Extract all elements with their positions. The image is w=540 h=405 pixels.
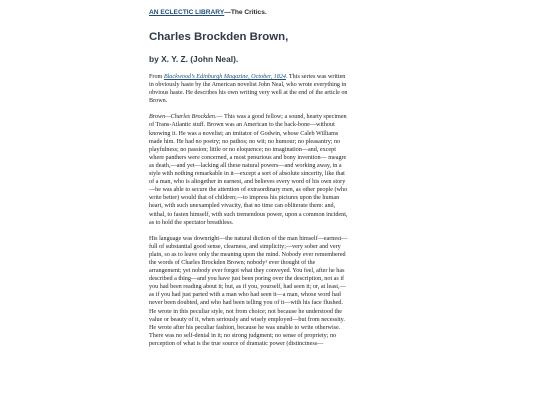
paragraph-line: as if you had just parted with a man who had seen it—a man, whose word had [149, 292, 341, 299]
paragraph-line [149, 113, 391, 121]
page-title: Charles Brockden Brown, [149, 31, 289, 43]
paragraph-line: He wrote in this peculiar style, not from choice; not because he understood the [149, 308, 343, 315]
paragraph-line: There was no self-denial in it; no strong judgment; no sense of propriety; no [149, 332, 337, 339]
paragraph-line: you had been reading about it; but, as if you, yourself, had seen it; or, at least,— [149, 284, 346, 291]
paragraph-line: of Trans-Atlantic stuff. Brown was an American to the back-bone—without [149, 122, 335, 129]
intro-prefix: From [149, 74, 164, 80]
paragraph-line: style with nothing remarkable in it—except a sort of absolute sincerity, like that [149, 171, 345, 178]
body-paragraph-2 [149, 235, 391, 348]
lead-phrase: Brown—Charles Brockden. [149, 114, 217, 121]
paragraph-line: as to hold the spectator breathless. [149, 219, 234, 226]
source-link[interactable]: Blackwood’s Edinburgh Magazine, October, 1824 [163, 74, 286, 80]
intro-line: in obviously haste by the American novelist John Neal, who wrote everything in [149, 82, 347, 89]
paragraph-text: — This was a good fellow; a sound, hearty specimen [216, 114, 347, 121]
breadcrumb [149, 9, 391, 19]
intro-text: . This series was written [285, 74, 346, 80]
paragraph-line: arrangement; yet nobody ever forgot what they conveyed. You feel, after he has [149, 268, 345, 275]
paragraph-line: the words of Charles Brockden Brown; nobody¹ ever thought of the [149, 259, 316, 266]
paragraph-line: never been doubted, and who had been telling you of it—with his face flushed. [149, 300, 343, 307]
body-paragraph-1 [149, 113, 391, 226]
paragraph-line: described a thing—and you have just been poring over the description, not as if [149, 276, 345, 283]
paragraph-line: —he was able to secure the attention of extraordinary men, as other people (who [149, 187, 348, 194]
paragraph-line: plain, so as to leave only the meaning upon the mind. Nobody ever remembered [149, 251, 346, 258]
intro-line: obvious haste. He describes his own writing very well at the end of the article on [149, 90, 348, 97]
paragraph-line: as death,—and yet—lacking all these natural powers—and working away, in a [149, 162, 342, 169]
paragraph-line: value or beauty of it, when seriously and wisely employed—but from necessity. [149, 316, 345, 323]
paragraph-line: perception of what is the true source of dramatic power (distinctness— [149, 340, 324, 347]
paragraph-line: made him. He had no poetry; no pathos; no wit; no humour; no pleasantry; no [149, 138, 341, 145]
paragraph-line: withal, to fasten himself, with such tremendous power, upon a common incident, [149, 211, 348, 218]
paragraph-line: where panthers were concerned, a most penurious and bony invention— meagre [149, 154, 347, 161]
paragraph-line: He wrote after his peculiar fashion, because he was unable to write otherwise. [149, 324, 341, 331]
paragraph-line: heart, with such unexampled vivacity, that no time can obliterate them: and, [149, 203, 336, 210]
intro-line [149, 73, 391, 81]
paragraph-line: playfulness; no passion; little or no eloquence; no imagination—and, except [149, 146, 336, 153]
article [149, 9, 391, 348]
intro-paragraph [149, 73, 391, 105]
paragraph-line: write better) would that of children;—to impress his pictures upon the human [149, 195, 340, 202]
site-link[interactable]: AN ECLECTIC LIBRARY [149, 9, 225, 16]
paragraph-line: knowing it. He was a novelist; an imitator of Godwin, whose Caleb Williams [149, 130, 339, 137]
section-label: —The Critics. [224, 9, 267, 16]
paragraph-line: of a man, who is altogether in earnest, and believes every word of his own story [149, 179, 346, 186]
byline: by X. Y. Z. (John Neal). [149, 54, 239, 64]
intro-line: Brown. [149, 98, 168, 105]
paragraph-line: full of substantial good sense, clearness, and simplicity;—very sober and very [149, 243, 341, 250]
paragraph-line: His language was downright—the natural diction of the man himself—earnest— [149, 235, 348, 242]
